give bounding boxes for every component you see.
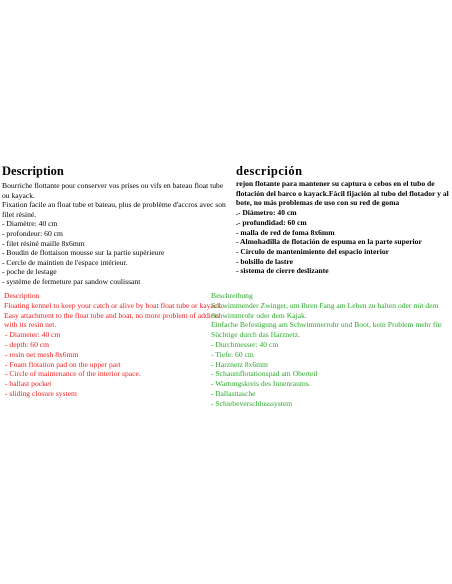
german-item-mesh: - Harznetz 8x6mm [211, 359, 268, 369]
german-item-foam: - Schaumflotationspad am Oberteil [211, 369, 318, 379]
german-attach: Einfache Befestigung am Schwimmerrohr und Boot, kein Problem mehr für Süchtige durch das Harznetz. [211, 320, 442, 340]
spanish-item-circle: - Círculo de mantenimiento del espacio interior [236, 246, 389, 256]
english-title: Description [4, 291, 40, 300]
spanish-item-foam: - Almohadilla de flotación de espuma en la parte superior [236, 237, 422, 247]
english-item-depth: - depth: 60 cm [5, 339, 50, 349]
german-item-ballast: - Ballasttasche [211, 388, 256, 398]
french-item-depth: - profondeur: 60 cm [2, 228, 63, 238]
french-fixation: Fixation facile au float tube et bateau, plus de problème d'accros avec son filet résiné. [2, 200, 226, 219]
french-item-mesh: - filet résiné maille 8x6mm [2, 238, 85, 248]
english-item-closure: - sliding closure system [5, 388, 77, 398]
spanish-item-closure: - sistema de cierre deslizante [236, 266, 329, 276]
french-item-foam: - Boudin de flottaison mousse sur la partie supérieure [2, 248, 165, 258]
english-item-foam: - Foam flotation pad on the upper part [5, 359, 121, 369]
english-item-ballast: - ballast pocket [5, 379, 52, 389]
english-description [4, 291, 228, 399]
french-intro: Bourriche flottante pour conserver vos prises ou vifs en bateau float tube ou kayack. [2, 181, 224, 200]
english-intro: Floating kennel to keep your catch or alive by boat float tube or kayack. [4, 300, 223, 310]
french-item-ballast: - poche de lestage [2, 267, 57, 277]
english-item-circle: - Circle of maintenance of the interior space. [5, 369, 141, 379]
spanish-item-depth: .- profundidad: 60 cm [236, 217, 307, 227]
german-item-closure: - Schiebeverschlusssystem [211, 398, 293, 408]
german-item-depth: - Tiefe: 60 cm [211, 349, 254, 359]
german-intro: Schwimmender Zwinger, um Ihren Fang am Leben zu halten oder mit dem Schwimmrohr oder dem Kajak. [211, 300, 439, 320]
spanish-description [236, 163, 450, 276]
german-item-diameter: - Durchmesser: 40 cm [211, 339, 279, 349]
english-attach: Easy attachment to the float tube and boat, no more problem of addicts with its resin net. [4, 310, 220, 330]
english-item-mesh: - resin net mesh 8x6mm [5, 349, 79, 359]
spanish-item-mesh: - malla de red de foma 8x6mm [236, 227, 335, 237]
french-item-circle: - Cercle de maintien de l'espace intérieur. [2, 257, 128, 267]
german-description [211, 291, 451, 409]
german-title: Beschreibung [211, 291, 253, 300]
german-item-circle: - Wartungskreis des Innenraums. [211, 379, 311, 389]
spanish-item-ballast: - bolsillo de lastre [236, 256, 294, 266]
spanish-title: descripción [236, 164, 303, 178]
spanish-item-diameter: .- Diámetro: 40 cm [236, 208, 297, 218]
french-description [2, 163, 230, 287]
french-item-closure: - système de fermeture par sandow coulissant [2, 276, 141, 286]
french-item-diameter: - Diamètre: 40 cm [2, 219, 58, 229]
english-item-diameter: - Diameter: 40 cm [5, 330, 61, 340]
spanish-intro: rejon flotante para mantener su captura o cebos en el tubo de flotación del barco o kayack.Fácil fijación al tubo del flotador y al bote, no más problemas de uso con su red de goma [236, 179, 449, 208]
french-title: Description [2, 164, 64, 178]
